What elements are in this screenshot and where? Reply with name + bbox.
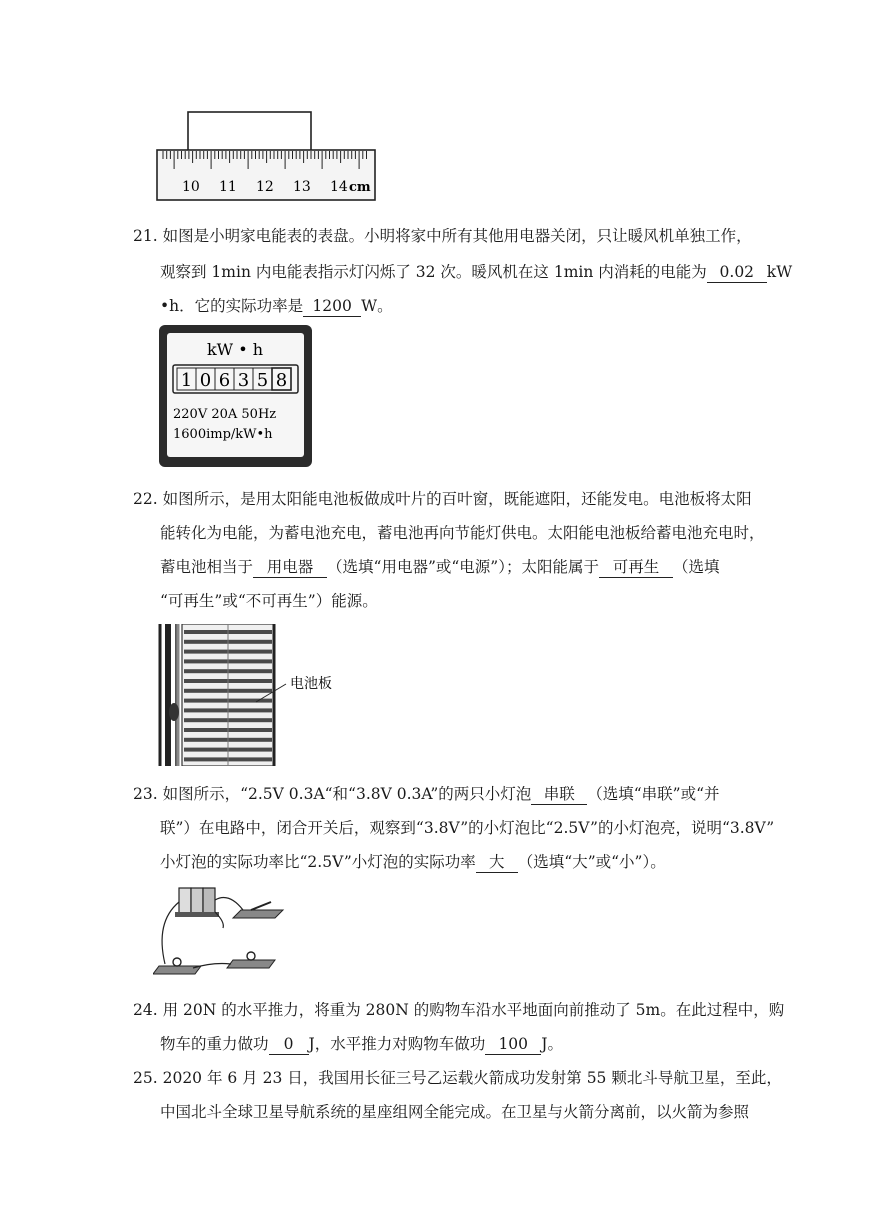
q21-line3 <box>160 296 393 317</box>
meter-digit-2: 0 <box>199 370 212 391</box>
meter-spec: 220V 20A 50Hz <box>173 407 277 422</box>
switch <box>233 902 283 918</box>
ruler-unit: cm <box>349 180 371 195</box>
battery-panel-label: 电池板 <box>290 676 332 692</box>
measured-block <box>188 112 311 151</box>
meter-digit-6: 8 <box>275 370 288 391</box>
q21-text-3a: •h．它的实际功率是 <box>160 297 304 315</box>
q23-line3 <box>160 852 666 873</box>
q22-line2 <box>160 523 765 543</box>
q22-number: 22. <box>133 490 158 508</box>
q24-number: 24. <box>133 1001 158 1019</box>
q24-text-2c: J。 <box>541 1035 563 1053</box>
tick-label-10: 10 <box>182 179 200 195</box>
q23-text-1b: （选填“串联”或“并 <box>587 785 720 803</box>
q21-number: 21. <box>133 227 158 245</box>
q21-line1 <box>133 226 752 246</box>
q21-text-2b: kW <box>766 263 793 281</box>
bulb-left <box>153 958 201 974</box>
tick-label-14: 14 <box>330 179 348 195</box>
q22-text-1: 如图所示，是用太阳能电池板做成叶片的百叶窗，既能遮阳，还能发电。电池板将太阳 <box>162 490 752 508</box>
q23-line2 <box>160 818 774 838</box>
meter-digit-3: 6 <box>218 370 231 391</box>
q24-answer-gravity-work: 0 <box>269 1034 309 1055</box>
q23-text-3b: （选填“大”或“小”）。 <box>517 853 666 871</box>
q24-text-2a: 物车的重力做功 <box>160 1035 269 1053</box>
q23-text-1a: 如图所示，“2.5V 0.3A“和“3.8V 0.3A”的两只小灯泡 <box>162 785 532 803</box>
ruler-illustration <box>155 110 377 206</box>
q23-number: 23. <box>133 785 158 803</box>
q21-answer-energy: 0.02 <box>707 262 767 283</box>
meter-digit-5: 5 <box>256 370 269 391</box>
q23-line1 <box>133 784 720 805</box>
q23-answer-connection: 串联 <box>531 784 587 805</box>
q25-number: 25. <box>133 1069 158 1087</box>
meter-digit-4: 3 <box>237 370 250 391</box>
q21-answer-power: 1200 <box>303 296 361 317</box>
q22-answer-energy-type: 可再生 <box>599 557 673 578</box>
energy-meter-figure <box>157 323 314 469</box>
q24-line2 <box>160 1034 563 1055</box>
solar-blind-illustration <box>156 624 374 766</box>
q22-line4 <box>160 591 378 611</box>
tick-label-12: 12 <box>256 179 274 195</box>
q23-text-2: 联”）在电路中，闭合开关后，观察到“3.8V”的小灯泡比“2.5V”的小灯泡亮，说明“3.8V” <box>160 819 775 837</box>
q21-line2 <box>160 262 792 283</box>
q22-text-3c: （选填 <box>672 558 720 576</box>
ruler-figure <box>155 110 377 206</box>
q22-text-3b: （选填“用电器”或“电源”）；太阳能属于 <box>327 558 599 576</box>
q25-text-1: 2020 年 6 月 23 日，我国用长征三号乙运载火箭成功发射第 55 颗北斗导航卫星，至此， <box>162 1069 782 1087</box>
q22-line1 <box>133 489 752 509</box>
solar-blind-figure <box>156 624 374 766</box>
circuit-figure <box>153 882 293 978</box>
energy-meter-illustration <box>157 323 314 469</box>
meter-digit-1: 1 <box>180 370 193 391</box>
q24-answer-push-work: 100 <box>485 1034 541 1055</box>
q24-text-2b: J，水平推力对购物车做功 <box>308 1035 486 1053</box>
q21-text-3b: W。 <box>361 297 393 315</box>
q25-line1 <box>133 1068 782 1088</box>
q21-text-2a: 观察到 1min 内电能表指示灯闪烁了 32 次。暖风机在这 1min 内消耗的电能为 <box>160 263 707 281</box>
q25-line2 <box>160 1102 749 1122</box>
meter-unit: kW • h <box>206 340 264 359</box>
q23-text-3a: 小灯泡的实际功率比“2.5V”小灯泡的实际功率 <box>160 853 476 871</box>
circuit-illustration <box>153 882 293 978</box>
q23-answer-power: 大 <box>476 852 518 873</box>
tick-label-13: 13 <box>293 179 311 195</box>
q24-text-1: 用 20N 的水平推力，将重为 280N 的购物车沿水平地面向前推动了 5m。在此过程中，购 <box>162 1001 785 1019</box>
q25-text-2: 中国北斗全球卫星导航系统的星座组网全能完成。在卫星与火箭分离前，以火箭为参照 <box>160 1103 750 1121</box>
tick-label-11: 11 <box>219 179 237 195</box>
meter-imp: 1600imp/kW•h <box>173 427 273 442</box>
battery-pack <box>175 888 219 917</box>
q22-line3 <box>160 557 719 578</box>
q22-text-2: 能转化为电能，为蓄电池充电，蓄电池再向节能灯供电。太阳能电池板给蓄电池充电时， <box>160 524 765 542</box>
q21-text-1: 如图是小明家电能表的表盘。小明将家中所有其他用电器关闭，只让暖风机单独工作， <box>162 227 752 245</box>
q22-answer-role: 用电器 <box>253 557 327 578</box>
bulb-right <box>227 952 275 968</box>
q24-line1 <box>133 1000 784 1020</box>
q22-text-3a: 蓄电池相当于 <box>160 558 254 576</box>
q22-text-4: “可再生”或“不可再生”）能源。 <box>160 592 378 610</box>
